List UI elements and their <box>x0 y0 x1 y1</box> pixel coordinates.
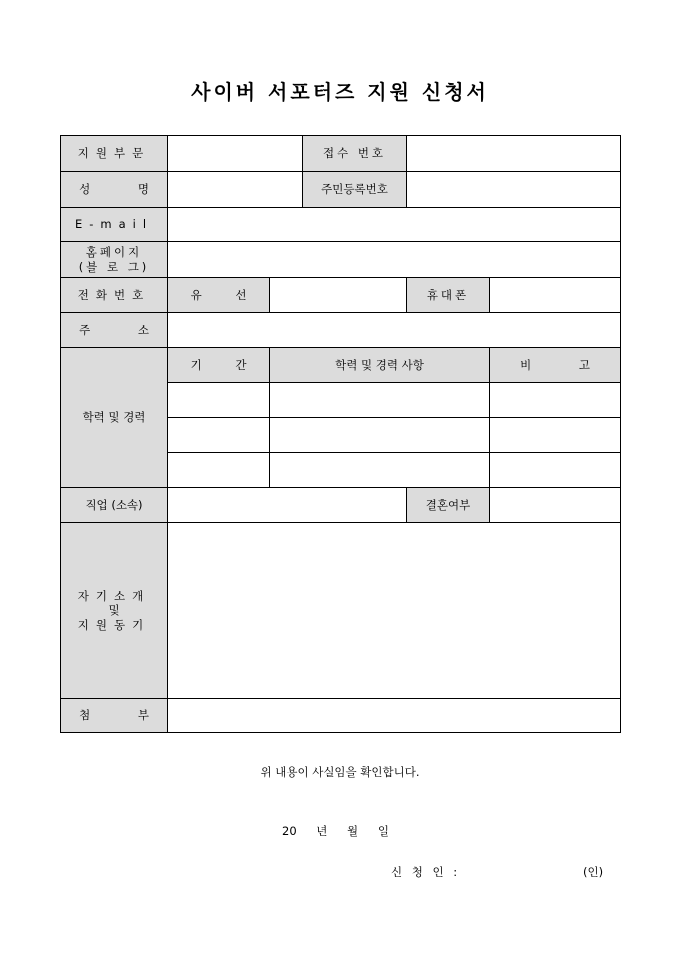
edu-period-header: 기 간 <box>168 348 270 383</box>
self-intro-label-line2: 및 <box>108 603 120 618</box>
row-homepage <box>61 242 621 278</box>
education-label: 학력 및 경력 <box>61 348 168 488</box>
edu-period-field[interactable] <box>168 418 270 453</box>
edu-note-field[interactable] <box>490 453 621 488</box>
receipt-number-label: 접수 번호 <box>303 136 407 172</box>
edu-detail-field[interactable] <box>270 418 490 453</box>
applicant-label: 신 청 인 : <box>391 865 461 879</box>
phone-label: 전화번호 <box>61 278 168 313</box>
mobile-field[interactable] <box>490 278 621 313</box>
self-intro-label-line1: 자기소개 <box>77 588 151 603</box>
date-line: 20 년 월 일 <box>282 824 389 838</box>
receipt-number-field[interactable] <box>407 136 621 172</box>
seal-mark: (인) <box>583 865 604 879</box>
marital-status-field[interactable] <box>490 488 621 523</box>
homepage-field[interactable] <box>168 242 621 278</box>
address-field[interactable] <box>168 313 621 348</box>
row-job <box>61 488 621 523</box>
application-form-table <box>60 135 621 733</box>
form-title: 사이버 서포터즈 지원 신청서 <box>191 80 489 104</box>
edu-note-header: 비 고 <box>490 348 621 383</box>
job-label: 직업 (소속) <box>61 488 168 523</box>
rrn-field[interactable] <box>407 172 621 208</box>
edu-note-field[interactable] <box>490 383 621 418</box>
self-intro-field[interactable] <box>168 523 621 699</box>
row-education-header <box>61 348 621 383</box>
edu-detail-field[interactable] <box>270 383 490 418</box>
edu-detail-header: 학력 및 경력 사항 <box>270 348 490 383</box>
marital-status-label: 결혼여부 <box>407 488 490 523</box>
homepage-label <box>61 242 168 278</box>
row-name <box>61 172 621 208</box>
address-label: 주 소 <box>61 313 168 348</box>
row-attachment <box>61 699 621 733</box>
email-label: E-mail <box>61 208 168 242</box>
self-intro-label-line3: 지원동기 <box>77 617 151 632</box>
landline-label: 유 선 <box>168 278 270 313</box>
edu-period-field[interactable] <box>168 383 270 418</box>
dept-field[interactable] <box>168 136 303 172</box>
self-intro-label <box>61 523 168 699</box>
row-department <box>61 136 621 172</box>
row-self-introduction <box>61 523 621 699</box>
confirmation-statement: 위 내용이 사실임을 확인합니다. <box>260 765 420 779</box>
row-phone <box>61 278 621 313</box>
row-address <box>61 313 621 348</box>
name-field[interactable] <box>168 172 303 208</box>
mobile-label: 휴대폰 <box>407 278 490 313</box>
name-label: 성 명 <box>61 172 168 208</box>
edu-detail-field[interactable] <box>270 453 490 488</box>
homepage-label-line2: (블 로 그) <box>78 259 150 274</box>
landline-field[interactable] <box>270 278 407 313</box>
homepage-label-line1: 홈페이지 <box>85 245 143 260</box>
job-field[interactable] <box>168 488 407 523</box>
attachment-label: 첨 부 <box>61 699 168 733</box>
edu-period-field[interactable] <box>168 453 270 488</box>
dept-label: 지원부문 <box>61 136 168 172</box>
email-field[interactable] <box>168 208 621 242</box>
attachment-field[interactable] <box>168 699 621 733</box>
row-email <box>61 208 621 242</box>
edu-note-field[interactable] <box>490 418 621 453</box>
rrn-label: 주민등록번호 <box>303 172 407 208</box>
